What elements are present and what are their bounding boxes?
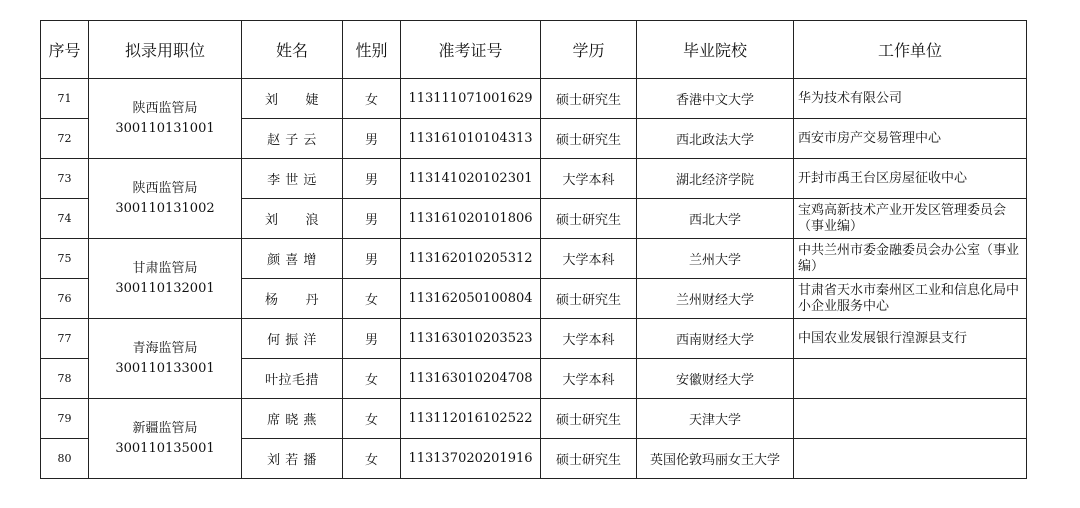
cell-seq: 75 [41, 239, 89, 279]
cell-work-unit [794, 359, 1027, 399]
admission-roster-table [40, 20, 1027, 479]
cell-school: 兰州财经大学 [637, 279, 794, 319]
position-office: 青海监管局 [132, 340, 198, 356]
cell-school: 西南财经大学 [637, 319, 794, 359]
cell-work-unit: 西安市房产交易管理中心 [794, 119, 1027, 159]
cell-work-unit: 中共兰州市委金融委员会办公室（事业编） [794, 239, 1027, 279]
cell-position [89, 159, 242, 239]
cell-name: 刘 婕 [242, 79, 343, 119]
cell-seq: 72 [41, 119, 89, 159]
cell-gender: 女 [343, 279, 401, 319]
position-code: 300110131002 [115, 200, 215, 216]
cell-position [89, 399, 242, 479]
cell-education: 大学本科 [541, 239, 637, 279]
cell-name: 李 世 远 [242, 159, 343, 199]
cell-school: 西北大学 [637, 199, 794, 239]
cell-exam-id: 113161020101806 [401, 199, 541, 239]
header-row [41, 21, 1027, 79]
cell-work-unit: 宝鸡高新技术产业开发区管理委员会（事业编） [794, 199, 1027, 239]
cell-name: 席 晓 燕 [242, 399, 343, 439]
cell-exam-id: 113137020201916 [401, 439, 541, 479]
header-education: 学历 [541, 21, 637, 79]
cell-seq: 73 [41, 159, 89, 199]
table-row [41, 239, 1027, 279]
cell-name: 叶拉毛措 [242, 359, 343, 399]
cell-gender: 男 [343, 199, 401, 239]
position-office: 甘肃监管局 [132, 260, 198, 276]
cell-seq: 80 [41, 439, 89, 479]
cell-name: 何 振 洋 [242, 319, 343, 359]
cell-exam-id: 113161010104313 [401, 119, 541, 159]
cell-seq: 77 [41, 319, 89, 359]
cell-exam-id: 113111071001629 [401, 79, 541, 119]
cell-school: 英国伦敦玛丽女王大学 [637, 439, 794, 479]
cell-exam-id: 113162050100804 [401, 279, 541, 319]
cell-exam-id: 113112016102522 [401, 399, 541, 439]
header-position: 拟录用职位 [89, 21, 242, 79]
cell-seq: 71 [41, 79, 89, 119]
cell-exam-id: 113141020102301 [401, 159, 541, 199]
cell-school: 西北政法大学 [637, 119, 794, 159]
cell-gender: 女 [343, 359, 401, 399]
table-row [41, 319, 1027, 359]
cell-seq: 79 [41, 399, 89, 439]
cell-education: 硕士研究生 [541, 119, 637, 159]
cell-work-unit [794, 439, 1027, 479]
cell-education: 硕士研究生 [541, 399, 637, 439]
cell-education: 硕士研究生 [541, 439, 637, 479]
header-work-unit: 工作单位 [794, 21, 1027, 79]
position-office: 陕西监管局 [132, 180, 198, 196]
table-row [41, 399, 1027, 439]
cell-name: 赵 子 云 [242, 119, 343, 159]
cell-gender: 女 [343, 79, 401, 119]
cell-exam-id: 113163010204708 [401, 359, 541, 399]
cell-seq: 74 [41, 199, 89, 239]
table-body [41, 79, 1027, 479]
header-name: 姓名 [242, 21, 343, 79]
position-office: 陕西监管局 [132, 100, 198, 116]
table-row [41, 159, 1027, 199]
cell-name: 刘 若 播 [242, 439, 343, 479]
header-seq: 序号 [41, 21, 89, 79]
cell-name: 颜 喜 增 [242, 239, 343, 279]
cell-work-unit: 甘肃省天水市秦州区工业和信息化局中小企业服务中心 [794, 279, 1027, 319]
position-office: 新疆监管局 [132, 420, 198, 436]
cell-education: 大学本科 [541, 159, 637, 199]
cell-position [89, 239, 242, 319]
cell-school: 安徽财经大学 [637, 359, 794, 399]
position-code: 300110132001 [115, 280, 215, 296]
cell-work-unit: 开封市禹王台区房屋征收中心 [794, 159, 1027, 199]
cell-gender: 女 [343, 439, 401, 479]
cell-seq: 78 [41, 359, 89, 399]
position-code: 300110135001 [115, 440, 215, 456]
cell-education: 硕士研究生 [541, 199, 637, 239]
cell-school: 兰州大学 [637, 239, 794, 279]
cell-education: 硕士研究生 [541, 279, 637, 319]
cell-work-unit [794, 399, 1027, 439]
cell-education: 大学本科 [541, 319, 637, 359]
cell-school: 天津大学 [637, 399, 794, 439]
cell-gender: 男 [343, 319, 401, 359]
cell-work-unit: 中国农业发展银行湟源县支行 [794, 319, 1027, 359]
header-exam-id: 准考证号 [401, 21, 541, 79]
position-code: 300110133001 [115, 360, 215, 376]
cell-work-unit: 华为技术有限公司 [794, 79, 1027, 119]
cell-school: 香港中文大学 [637, 79, 794, 119]
header-gender: 性别 [343, 21, 401, 79]
cell-exam-id: 113163010203523 [401, 319, 541, 359]
cell-school: 湖北经济学院 [637, 159, 794, 199]
cell-education: 大学本科 [541, 359, 637, 399]
cell-education: 硕士研究生 [541, 79, 637, 119]
header-school: 毕业院校 [637, 21, 794, 79]
table-row [41, 79, 1027, 119]
cell-exam-id: 113162010205312 [401, 239, 541, 279]
cell-gender: 男 [343, 159, 401, 199]
cell-gender: 男 [343, 119, 401, 159]
cell-gender: 女 [343, 399, 401, 439]
position-code: 300110131001 [115, 120, 215, 136]
cell-position [89, 79, 242, 159]
cell-position [89, 319, 242, 399]
cell-name: 刘 浪 [242, 199, 343, 239]
cell-seq: 76 [41, 279, 89, 319]
cell-name: 杨 丹 [242, 279, 343, 319]
cell-gender: 男 [343, 239, 401, 279]
